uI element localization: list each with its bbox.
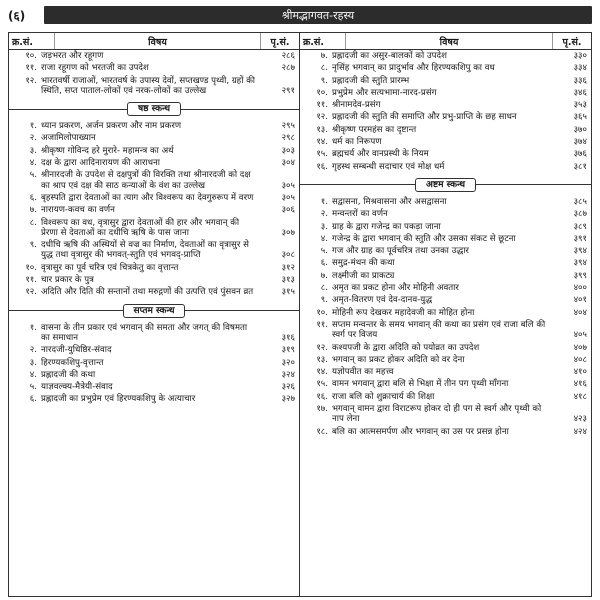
entry-number: १३. xyxy=(316,354,328,365)
table-row xyxy=(300,307,591,319)
entry-page: ३०५ xyxy=(281,180,295,191)
left-column xyxy=(9,33,300,596)
entry-subject: नारदजी-युधिष्ठिर-संवाद xyxy=(41,345,112,356)
entry-page: ३०७ xyxy=(281,227,295,238)
table-row xyxy=(300,391,591,403)
entry-page: ३९१ xyxy=(573,233,587,244)
entry-page: २८७ xyxy=(281,63,295,74)
head-sn: क्र.सं. xyxy=(9,33,55,49)
table-row xyxy=(300,378,591,390)
table-row xyxy=(9,132,299,144)
entry-number: ७. xyxy=(320,51,328,61)
entry-number: ७. xyxy=(29,205,37,216)
entry-number: ११. xyxy=(316,319,328,330)
entry-subject: मोहिनी रूप देखकर महादेवजी का मोहित होना xyxy=(332,307,475,318)
table-row xyxy=(9,157,299,169)
entry-page: ३९४ xyxy=(573,246,587,257)
table-row xyxy=(300,161,591,173)
entry-page: ३२७ xyxy=(281,394,295,405)
entry-number: ११. xyxy=(25,63,37,74)
entry-page: २९८ xyxy=(281,133,295,144)
entry-subject: धर्म का निरूपण xyxy=(332,137,382,148)
section-heading xyxy=(9,102,299,116)
entry-number: १३. xyxy=(316,124,328,135)
entry-page: ३०८ xyxy=(281,250,295,261)
entry-page: ३३४ xyxy=(573,63,587,74)
entry-number: १५. xyxy=(316,379,328,390)
table-row xyxy=(300,111,591,123)
entry-page: ३१३ xyxy=(281,275,295,286)
table-row xyxy=(300,221,591,233)
table-row xyxy=(9,120,299,132)
head-page: पृ.सं. xyxy=(270,36,290,48)
entry-number: ६. xyxy=(29,394,37,405)
entry-number: ४. xyxy=(29,158,37,169)
page-number: (६) xyxy=(8,8,26,23)
table-row xyxy=(9,145,299,157)
entry-number: ९. xyxy=(320,75,328,86)
entry-subject: कश्यपजी के द्वारा अदिति को पयोव्रत का उपदेश xyxy=(332,342,480,353)
entry-page: ४२४ xyxy=(573,426,587,437)
section-rule xyxy=(181,109,299,110)
table-row xyxy=(9,204,299,216)
entry-subject: राजा बलि को शुक्राचार्य की शिक्षा xyxy=(332,391,435,402)
entry-page: ३८९ xyxy=(573,221,587,232)
entry-number: ३. xyxy=(29,145,37,156)
entry-page: ३१२ xyxy=(281,262,295,273)
entry-page: ३२० xyxy=(281,357,295,368)
table-row xyxy=(300,403,591,426)
entry-page: २८६ xyxy=(281,51,295,61)
entry-page: २९१ xyxy=(281,85,295,96)
entry-number: ८. xyxy=(320,63,328,74)
entry-page: ३०५ xyxy=(281,192,295,203)
entry-subject: भगवान् का प्रकट होकर अदिति को वर देना xyxy=(332,354,465,365)
entry-subject: श्रीनामदेव-प्रसंग xyxy=(332,100,381,111)
table-row xyxy=(300,319,591,342)
section-heading xyxy=(300,178,591,192)
entry-subject: राजा रहूगण को भरतजी का उपदेश xyxy=(41,63,149,74)
table-row xyxy=(9,169,299,192)
entry-page: ३८७ xyxy=(573,209,587,220)
entry-subject: जड़भरत और रहूगण xyxy=(41,51,104,61)
head-page: पृ.सं. xyxy=(562,36,582,48)
entry-number: १८. xyxy=(316,426,328,437)
table-row xyxy=(300,342,591,354)
table-row xyxy=(9,322,299,345)
table-row xyxy=(300,196,591,208)
entry-number: ९. xyxy=(320,295,328,306)
entry-subject: दक्ष के द्वारा आदिनारायण की आराधना xyxy=(41,158,161,169)
table-row xyxy=(9,369,299,381)
entry-number: १. xyxy=(29,121,37,132)
table-row xyxy=(300,50,591,62)
entry-page: ३१६ xyxy=(281,332,295,343)
entry-subject: श्रीनारदजी के उपदेश से दक्षपुत्रों की विरक्ति तथा श्रीनारदजी को दक्ष का श्राप एवं दक्ष की साठ कन्याओं के वंश का उल्लेख xyxy=(41,170,251,191)
section-rule xyxy=(476,184,591,185)
entry-page: ३६५ xyxy=(573,112,587,123)
entry-subject: ब्रह्मचर्य और वानप्रस्थी के नियम xyxy=(332,149,429,160)
section-rule xyxy=(9,310,123,311)
entry-number: ३. xyxy=(29,357,37,368)
entry-page: ३१९ xyxy=(281,345,295,356)
section-label: अष्टम स्कन्ध xyxy=(415,178,476,192)
table-row xyxy=(300,99,591,111)
table-row xyxy=(300,354,591,366)
entry-number: ८. xyxy=(29,217,37,228)
entry-page: ४०८ xyxy=(573,354,587,365)
entry-subject: मन्वन्तरों का वर्णन xyxy=(332,209,388,220)
table-row xyxy=(9,75,299,98)
entry-number: ७. xyxy=(320,270,328,281)
table-row xyxy=(300,136,591,148)
entry-page: ३०६ xyxy=(281,205,295,216)
running-title-bar xyxy=(44,6,592,24)
table-row xyxy=(9,50,299,62)
table-row xyxy=(300,124,591,136)
entry-subject: गजेन्द्र के द्वारा भगवान् की स्तुति और उसका संकट से छूटना xyxy=(332,233,516,244)
entry-subject: सद्वासना, मिश्रवासना और असद्वासना xyxy=(332,196,447,207)
entry-number: ११. xyxy=(25,275,37,286)
entry-subject: प्रह्लादजी की स्तुति की समाप्ति और प्रभु-प्राप्ति के छह साधन xyxy=(332,112,517,123)
entry-number: १५. xyxy=(316,149,328,160)
entry-number: ५. xyxy=(29,382,37,393)
section-rule xyxy=(9,109,127,110)
right-column xyxy=(300,33,591,596)
entry-number: १७. xyxy=(316,404,328,415)
right-rows xyxy=(300,50,591,438)
table-row xyxy=(9,381,299,393)
entry-subject: याज्ञवल्क्य-मैत्रेयी-संवाद xyxy=(41,382,113,393)
entry-number: १६. xyxy=(316,391,328,402)
entry-number: १२. xyxy=(25,75,37,86)
table-row xyxy=(300,270,591,282)
entry-subject: वामन भगवान् द्वारा बलि से भिक्षा में तीन पग पृथ्वी माँगना xyxy=(332,379,509,390)
left-rows xyxy=(9,50,299,406)
table-row xyxy=(9,192,299,204)
entry-subject: यज्ञोपवीत का महत्त्व xyxy=(332,367,394,378)
entry-page: ३४६ xyxy=(573,87,587,98)
entry-page: ३९४ xyxy=(573,258,587,269)
entry-subject: ध्यान प्रकरण, अर्जन प्रकरण और नाम प्रकरण xyxy=(41,121,182,132)
table-row xyxy=(300,257,591,269)
entry-page: ३५३ xyxy=(573,100,587,111)
table-row xyxy=(9,62,299,74)
entry-page: ४०७ xyxy=(573,342,587,353)
entry-page: ४०४ xyxy=(573,307,587,318)
table-row xyxy=(9,393,299,405)
head-subject: विषय xyxy=(55,33,261,49)
entry-number: १४. xyxy=(316,137,328,148)
entry-subject: गज और ग्राह का पूर्वचरित्र तथा उनका उद्धार xyxy=(332,246,469,257)
table-row xyxy=(300,148,591,160)
entry-subject: नृसिंह भगवान् का प्रादुर्भाव और हिरण्यकशिपु का वध xyxy=(332,63,495,74)
entry-page: ३०३ xyxy=(281,145,295,156)
entry-page: ३९९ xyxy=(573,270,587,281)
entry-page: ३३० xyxy=(573,51,587,61)
entry-page: ३०४ xyxy=(281,158,295,169)
table-row xyxy=(300,282,591,294)
entry-number: ११. xyxy=(316,100,328,111)
section-heading xyxy=(9,304,299,318)
table-row xyxy=(9,344,299,356)
table-row xyxy=(9,357,299,369)
right-table-head xyxy=(300,33,591,50)
contents-table xyxy=(8,32,592,597)
table-row xyxy=(300,75,591,87)
entry-page: ४०० xyxy=(573,283,587,294)
entry-page: ३८१ xyxy=(573,161,587,172)
entry-number: ५. xyxy=(320,246,328,257)
entry-page: ३३६ xyxy=(573,75,587,86)
entry-page: ४०५ xyxy=(573,330,587,341)
entry-subject: गृहस्थ सम्बन्धी सदाचार एवं मोक्ष धर्म xyxy=(332,161,445,172)
page-header xyxy=(8,4,592,26)
entry-page: ३२४ xyxy=(281,369,295,380)
entry-page: २९५ xyxy=(281,121,295,132)
entry-number: १२. xyxy=(316,342,328,353)
entry-number: १२. xyxy=(25,287,37,298)
entry-subject: प्रभुप्रेम और सत्यभामा-नारद-प्रसंग xyxy=(332,87,437,98)
entry-subject: श्रीकृष्ण गोविन्द हरे मुरारे- महामन्त्र का अर्थ xyxy=(41,145,174,156)
entry-page: ४१० xyxy=(573,367,587,378)
table-row xyxy=(9,217,299,240)
table-row xyxy=(300,245,591,257)
table-row xyxy=(300,87,591,99)
entry-number: ६. xyxy=(320,258,328,269)
entry-subject: भारतवर्षी राजाओं, भारतवर्ष के उपास्य देवों, सप्तखण्ड पृथ्वी, ग्रहों की स्थिति, सप्त पाताल-लोकों एवं नरक-लोकों का उल्लेख xyxy=(41,75,256,96)
entry-number: ४. xyxy=(320,233,328,244)
entry-page: ३७६ xyxy=(573,149,587,160)
entry-subject: अमृत-वितरण एवं देव-दानव-युद्ध xyxy=(332,295,433,306)
entry-number: १. xyxy=(29,322,37,333)
entry-subject: अजामिलोपाख्यान xyxy=(41,133,96,144)
entry-subject: चार प्रकार के पुत्र xyxy=(41,275,94,286)
entry-page: ३७४ xyxy=(573,137,587,148)
head-subject: विषय xyxy=(346,33,553,49)
entry-subject: प्रह्लादजी का प्रभुप्रेम एवं हिरण्यकशिपु के अत्याचार xyxy=(41,394,196,405)
entry-page: ३१५ xyxy=(281,287,295,298)
section-label: षष्ठ स्कन्ध xyxy=(127,102,181,116)
table-row xyxy=(300,233,591,245)
entry-number: १०. xyxy=(25,262,37,273)
entry-subject: समुद्र-मंथन की कथा xyxy=(332,258,395,269)
left-table-head xyxy=(9,33,299,50)
entry-number: ९. xyxy=(29,240,37,251)
section-rule xyxy=(185,310,299,311)
entry-subject: प्रह्लादजी की कथा xyxy=(41,369,96,380)
entry-subject: अदिति और दिति की सन्तानों तथा मरुद्गणों की उत्पत्ति एवं पुंसवन व्रत xyxy=(41,287,254,298)
entry-number: ५. xyxy=(29,170,37,181)
table-row xyxy=(300,366,591,378)
section-label: सप्तम स्कन्ध xyxy=(123,304,186,318)
table-row xyxy=(300,426,591,438)
entry-page: ४१६ xyxy=(573,379,587,390)
entry-subject: ग्राह के द्वारा गजेन्द्र का पकड़ा जाना xyxy=(332,221,441,232)
entry-subject: वृत्रासुर का पूर्व चरित्र एवं चित्रकेतु का वृत्तान्त xyxy=(41,262,179,273)
entry-number: १६. xyxy=(316,161,328,172)
entry-subject: दधीचि ऋषि की अस्थियों से वज्र का निर्माण, देवताओं का वृत्रासुर से युद्ध तथा वृत्रासुर की भगवत्-स्तुति एवं भगवद्-प्राप्ति xyxy=(41,240,249,261)
entry-page: ३२६ xyxy=(281,382,295,393)
table-row xyxy=(9,239,299,262)
entry-subject: विश्वरूप का वध, वृत्रासुर द्वारा देवताओं की हार और भगवान् की प्रेरणा से देवताओं का दधीचि ऋषि के पास जाना xyxy=(41,217,240,238)
table-row xyxy=(9,286,299,298)
entry-number: १२. xyxy=(316,112,328,123)
entry-number: १०. xyxy=(25,51,37,61)
entry-subject: बृहस्पति द्वारा देवताओं का त्याग और विश्वरूप का देवगुरुरूप में वरण xyxy=(41,192,254,203)
entry-subject: श्रीकृष्ण परमहंस का दृष्टान्त xyxy=(332,124,417,135)
entry-number: २. xyxy=(29,345,37,356)
entry-subject: बलि का आत्मसमर्पण और भगवान् का उस पर प्रसन्न होना xyxy=(332,426,509,437)
entry-number: १०. xyxy=(316,307,328,318)
entry-number: १०. xyxy=(316,87,328,98)
table-row xyxy=(300,294,591,306)
entry-page: ३७० xyxy=(573,124,587,135)
entry-subject: भगवान् वामन द्वारा विराटरूप होकर दो ही पग से स्वर्ग और पृथ्वी को नाप लेना xyxy=(332,404,542,425)
entry-subject: नारायण-कवच का वर्णन xyxy=(41,205,115,216)
entry-subject: प्रह्लादजी की स्तुति प्रारम्भ xyxy=(332,75,410,86)
entry-number: ८. xyxy=(320,283,328,294)
entry-page: ४०१ xyxy=(573,295,587,306)
section-rule xyxy=(300,184,415,185)
entry-number: २. xyxy=(320,209,328,220)
entry-subject: प्रह्लादजी का असुर-बालकों को उपदेश xyxy=(332,51,447,61)
entry-subject: अमृत का प्रकट होना और मोहिनी अवतार xyxy=(332,283,459,294)
entry-number: १४. xyxy=(316,367,328,378)
entry-number: २. xyxy=(29,133,37,144)
entry-page: ३८५ xyxy=(573,196,587,207)
head-sn: क्र.सं. xyxy=(300,33,346,49)
table-row xyxy=(9,262,299,274)
entry-page: ४२३ xyxy=(573,414,587,425)
table-row xyxy=(300,62,591,74)
table-row xyxy=(9,274,299,286)
entry-subject: सप्तम मन्वन्तर के समय भगवान् की कथा का प्रसंग एवं राजा बलि की स्वर्ग पर विजय xyxy=(332,319,546,341)
running-title: श्रीमद्भागवत-रहस्य xyxy=(281,8,355,22)
table-row xyxy=(300,208,591,220)
entry-number: १. xyxy=(320,196,328,207)
entry-subject: हिरण्यकशिपु-वृत्तान्त xyxy=(41,357,104,368)
entry-subject: वासना के तीन प्रकार एवं भगवान् की समता और जगत् की विषमता का समाधान xyxy=(41,322,248,343)
entry-subject: लक्ष्मीजी का प्राकट्य xyxy=(332,270,395,281)
entry-number: ४. xyxy=(29,369,37,380)
entry-number: ३. xyxy=(320,221,328,232)
entry-number: ६. xyxy=(29,192,37,203)
entry-page: ४१८ xyxy=(573,391,587,402)
